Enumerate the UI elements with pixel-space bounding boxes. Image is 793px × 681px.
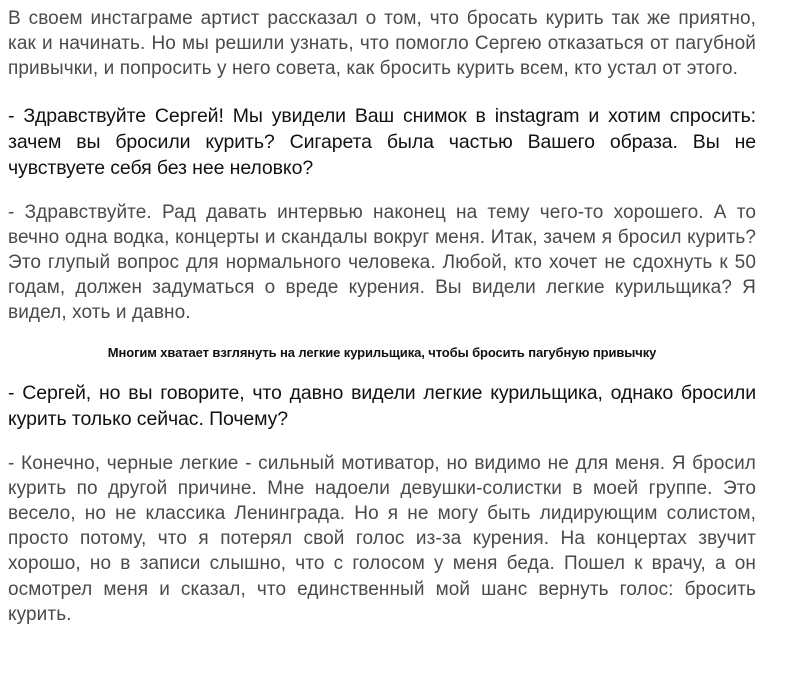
interview-question-2: - Сергей, но вы говорите, что давно видели легкие курильщика, однако бросили курить только сейчас. Почему? [8, 381, 756, 430]
intro-paragraph: В своем инстаграме артист рассказал о том, что бросать курить так же приятно, как и начинать. Но мы решили узнать, что помогло Сергею отказаться от пагубной привычки, и попросить у него совета, как бросить курить всем, кто устал от этого. [8, 8, 756, 80]
article-body [8, 6, 756, 627]
interview-answer-1: - Здравствуйте. Рад давать интервью наконец на тему чего-то хорошего. А то вечно одна водка, концерты и скандалы вокруг меня. Итак, зачем я бросил курить? Это глупый вопрос для нормального человека. Любой, кто хочет не сдохнуть к 50 годам, должен задуматься о вреде курения. Вы видели легкие курильщика? Я видел, хоть и давно. [8, 201, 756, 324]
interview-answer-2: - Конечно, черные легкие - сильный мотиватор, но видимо не для меня. Я бросил курить по другой причине. Мне надоели девушки-солистки в моей группе. Это весело, но не классика Ленинграда. Но я не могу быть лидирующим солистом, просто потому, что я потерял свой голос из-за курения. На концертах звучит хорошо, но в записи слышно, что с голосом у меня беда. Пошел к врачу, а он осмотрел меня и сказал, что единственный мой шанс вернуть голос: бросить курить. [8, 452, 756, 625]
interview-question-1: - Здравствуйте Сергей! Мы увидели Ваш снимок в instagram и хотим спросить: зачем вы бросили курить? Сигарета была частью Вашего образа. Вы не чувствуете себя без нее неловко? [8, 104, 756, 179]
image-caption: Многим хватает взглянуть на легкие курильщика, чтобы бросить пагубную привычку [107, 344, 657, 360]
